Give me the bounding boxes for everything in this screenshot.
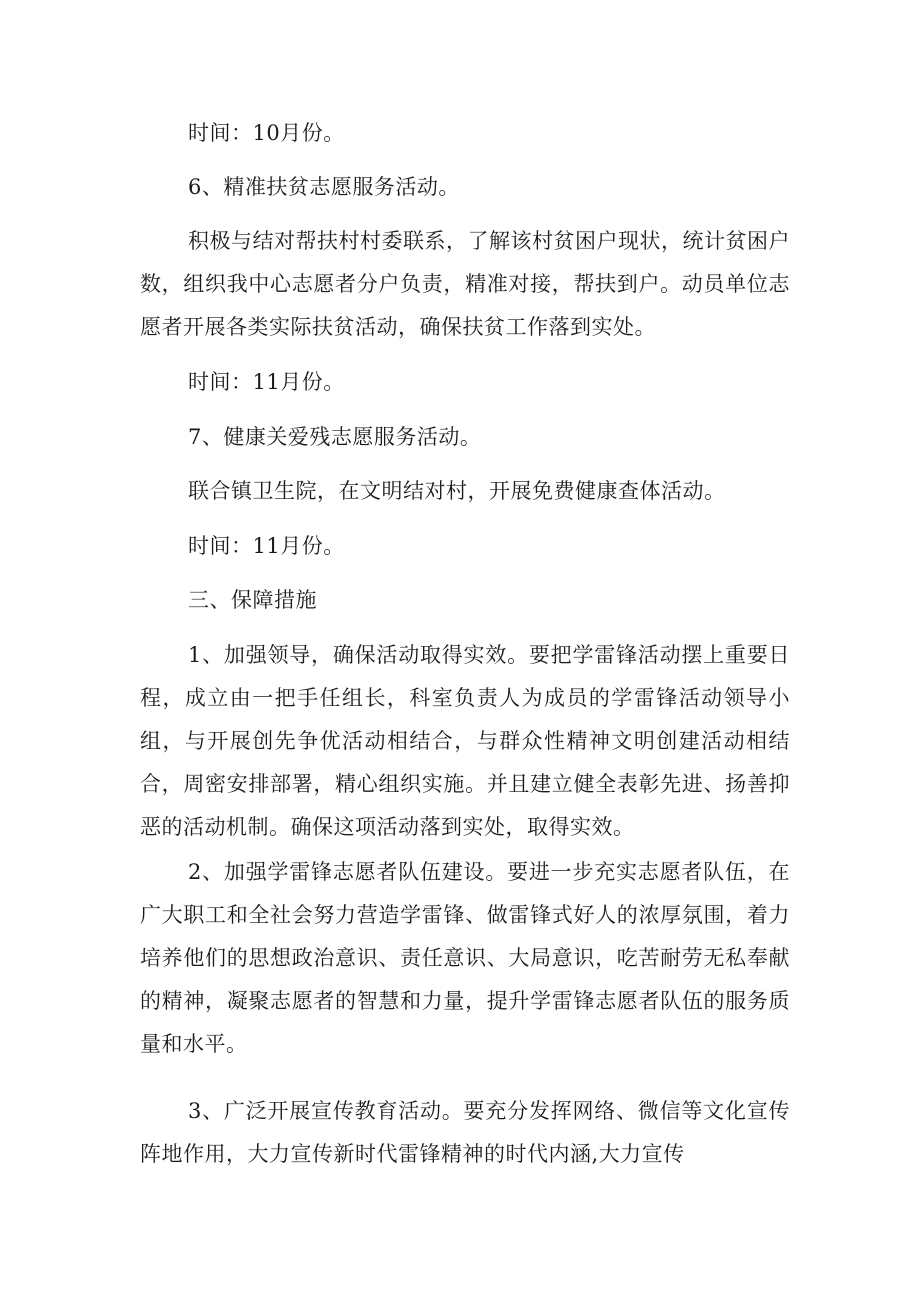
paragraph-leadership: 1、加强领导，确保活动取得实效。要把学雷锋活动摆上重要日程，成立由一把手任组长，科室负责人为成员的学雷锋活动领导小组，与开展创先争优活动相结合，与群众性精神文明创建活动相结合，周密安排部署，精心组织实施。并且建立健全表彰先进、扬善抑恶的活动机制。确保这项活动落到实处，取得实效。 bbox=[140, 643, 790, 839]
paragraph-time-october: 时间：10月份。 bbox=[188, 121, 345, 145]
paragraph-publicity: 3、广泛开展宣传教育活动。要充分发挥网络、微信等文化宣传阵地作用，大力宣传新时代雷锋精神的时代内涵,大力宣传 bbox=[140, 1099, 790, 1166]
paragraph-time-november-1: 时间：11月份。 bbox=[188, 370, 345, 394]
paragraph-heading-health-care: 7、健康关爱残志愿服务活动。 bbox=[188, 425, 482, 449]
paragraph-volunteer-team: 2、加强学雷锋志愿者队伍建设。要进一步充实志愿者队伍，在广大职工和全社会努力营造学雷锋、做雷锋式好人的浓厚氛围，着力培养他们的思想政治意识、责任意识、大局意识，吃苦耐劳无私奉献的精神，凝聚志愿者的智慧和力量，提升学雷锋志愿者队伍的服务质量和水平。 bbox=[140, 860, 790, 1056]
paragraph-poverty-alleviation-body: 积极与结对帮扶村村委联系，了解该村贫困户现状，统计贫困户数，组织我中心志愿者分户负责，精准对接，帮扶到户。动员单位志愿者开展各类实际扶贫活动，确保扶贫工作落到实处。 bbox=[140, 229, 790, 339]
section-heading-safeguards: 三、保障措施 bbox=[188, 588, 317, 612]
paragraph-health-care-body: 联合镇卫生院，在文明结对村，开展免费健康查体活动。 bbox=[188, 479, 726, 503]
paragraph-heading-poverty-alleviation: 6、精准扶贫志愿服务活动。 bbox=[188, 175, 460, 199]
paragraph-time-november-2: 时间：11月份。 bbox=[188, 534, 345, 558]
